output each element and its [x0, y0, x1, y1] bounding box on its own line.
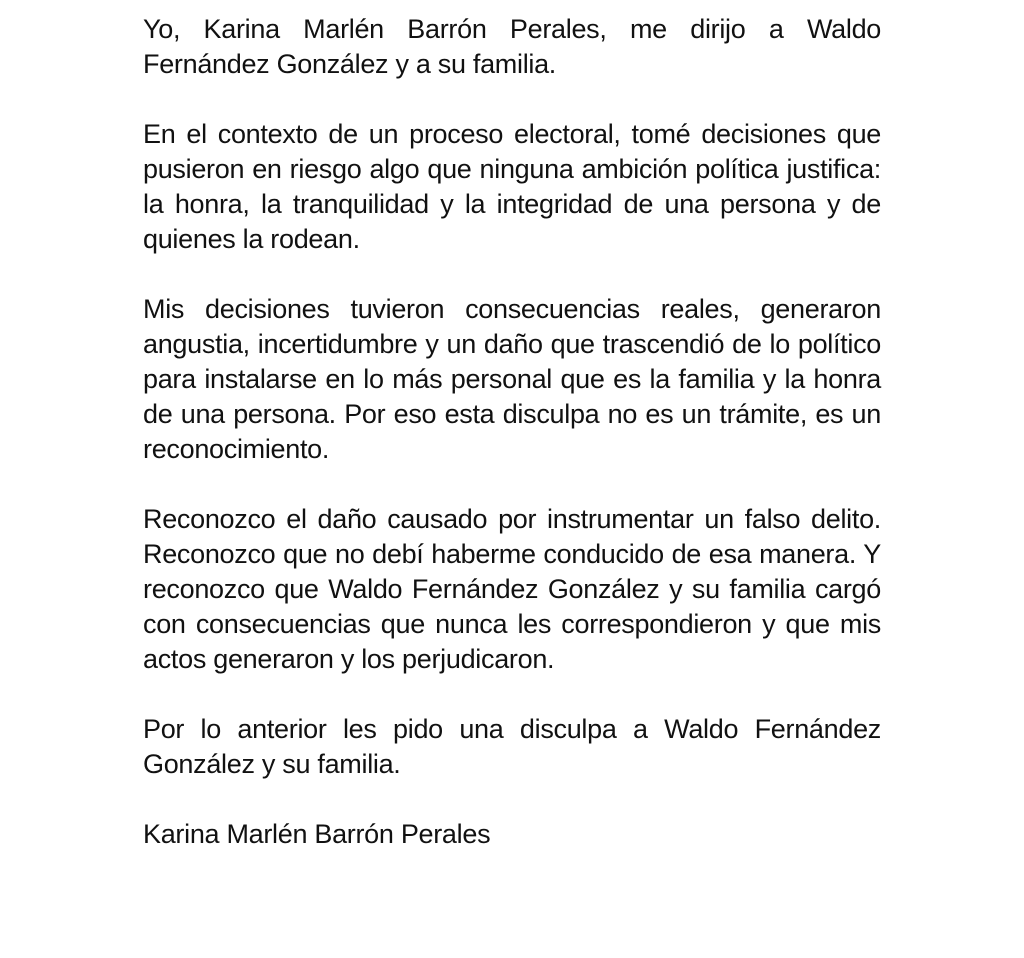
- apology-letter: [143, 12, 881, 852]
- paragraph-acknowledgment: Reconozco el daño causado por instrumentar un falso delito. Reconozco que no debí haberme conducido de esa manera. Y reconozco que Waldo Fernández González y su familia cargó con consecuencias que nunca les correspondieron y que mis actos generaron y los perjudicaron.: [143, 504, 881, 674]
- paragraph-consequences: Mis decisiones tuvieron consecuencias reales, generaron angustia, incertidumbre y un daño que trascendió de lo político para instalarse en lo más personal que es la familia y la honra de una persona. Por eso esta disculpa no es un trámite, es un reconocimiento.: [143, 294, 881, 464]
- signature: Karina Marlén Barrón Perales: [143, 819, 491, 849]
- paragraph-apology: Por lo anterior les pido una disculpa a Waldo Fernández González y su familia.: [143, 714, 881, 779]
- paragraph-context: En el contexto de un proceso electoral, tomé decisiones que pusieron en riesgo algo que ninguna ambición política justifica: la honra, la tranquilidad y la integridad de una persona y de quienes la rodean.: [143, 119, 881, 254]
- paragraph-greeting: Yo, Karina Marlén Barrón Perales, me dirijo a Waldo Fernández González y a su familia.: [143, 14, 881, 79]
